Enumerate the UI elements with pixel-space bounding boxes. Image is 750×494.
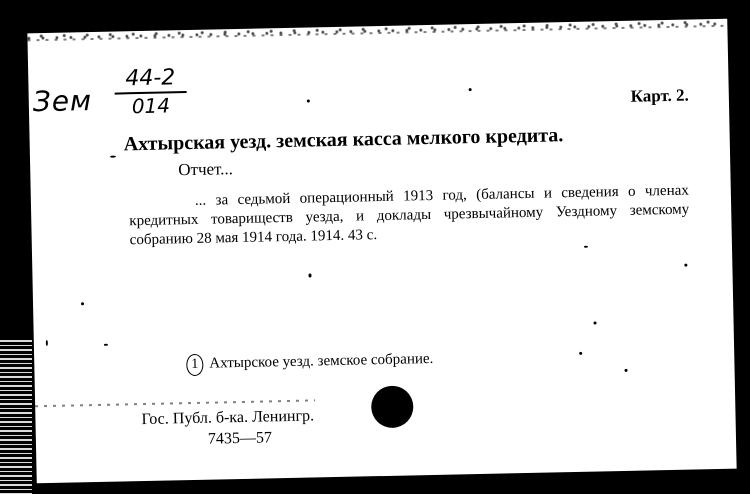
scan-speck <box>579 352 582 355</box>
punch-hole <box>371 385 414 428</box>
tracing-entry <box>186 349 433 376</box>
catalog-card <box>27 19 736 484</box>
scan-speck <box>46 340 48 346</box>
scan-speck <box>81 302 84 305</box>
scan-speck <box>308 273 311 277</box>
card-heading: Ахтырская уезд. земская касса мелкого кредита. <box>123 124 564 156</box>
handwritten-numerator: 44-2 <box>125 65 176 92</box>
scan-speck <box>625 369 628 372</box>
scan-edge-strip <box>0 340 32 494</box>
tracing-number: 1 <box>186 354 203 376</box>
handwritten-fraction <box>110 66 191 118</box>
card-number: Карт. 2. <box>630 85 690 106</box>
tracing-text: Ахтырское уезд. земское собрание. <box>209 350 434 372</box>
card-edge-noise-middle <box>35 399 315 407</box>
scan-speck <box>307 99 310 102</box>
card-subheading: Отчет... <box>178 159 234 180</box>
order-number: 7435—57 <box>207 429 273 448</box>
scan-speck <box>584 246 588 248</box>
handwritten-denominator: 014 <box>131 93 171 119</box>
scan-speck <box>469 88 472 91</box>
scan-speck <box>684 264 687 267</box>
scan-speck <box>110 156 116 158</box>
card-description: ... за седьмой операционный 1913 год, (балансы и сведения о членах кредитных товариществ уезда, и доклады чрезвычайному Уездному земскому собранию 28 мая 1914 года. 1914. 43 с. <box>129 182 690 249</box>
scan-speck <box>104 344 108 346</box>
library-imprint: Гос. Публ. б-ка. Ленингр. <box>141 407 315 429</box>
scan-speck <box>594 322 597 325</box>
handwritten-prefix: Зем <box>32 84 93 119</box>
